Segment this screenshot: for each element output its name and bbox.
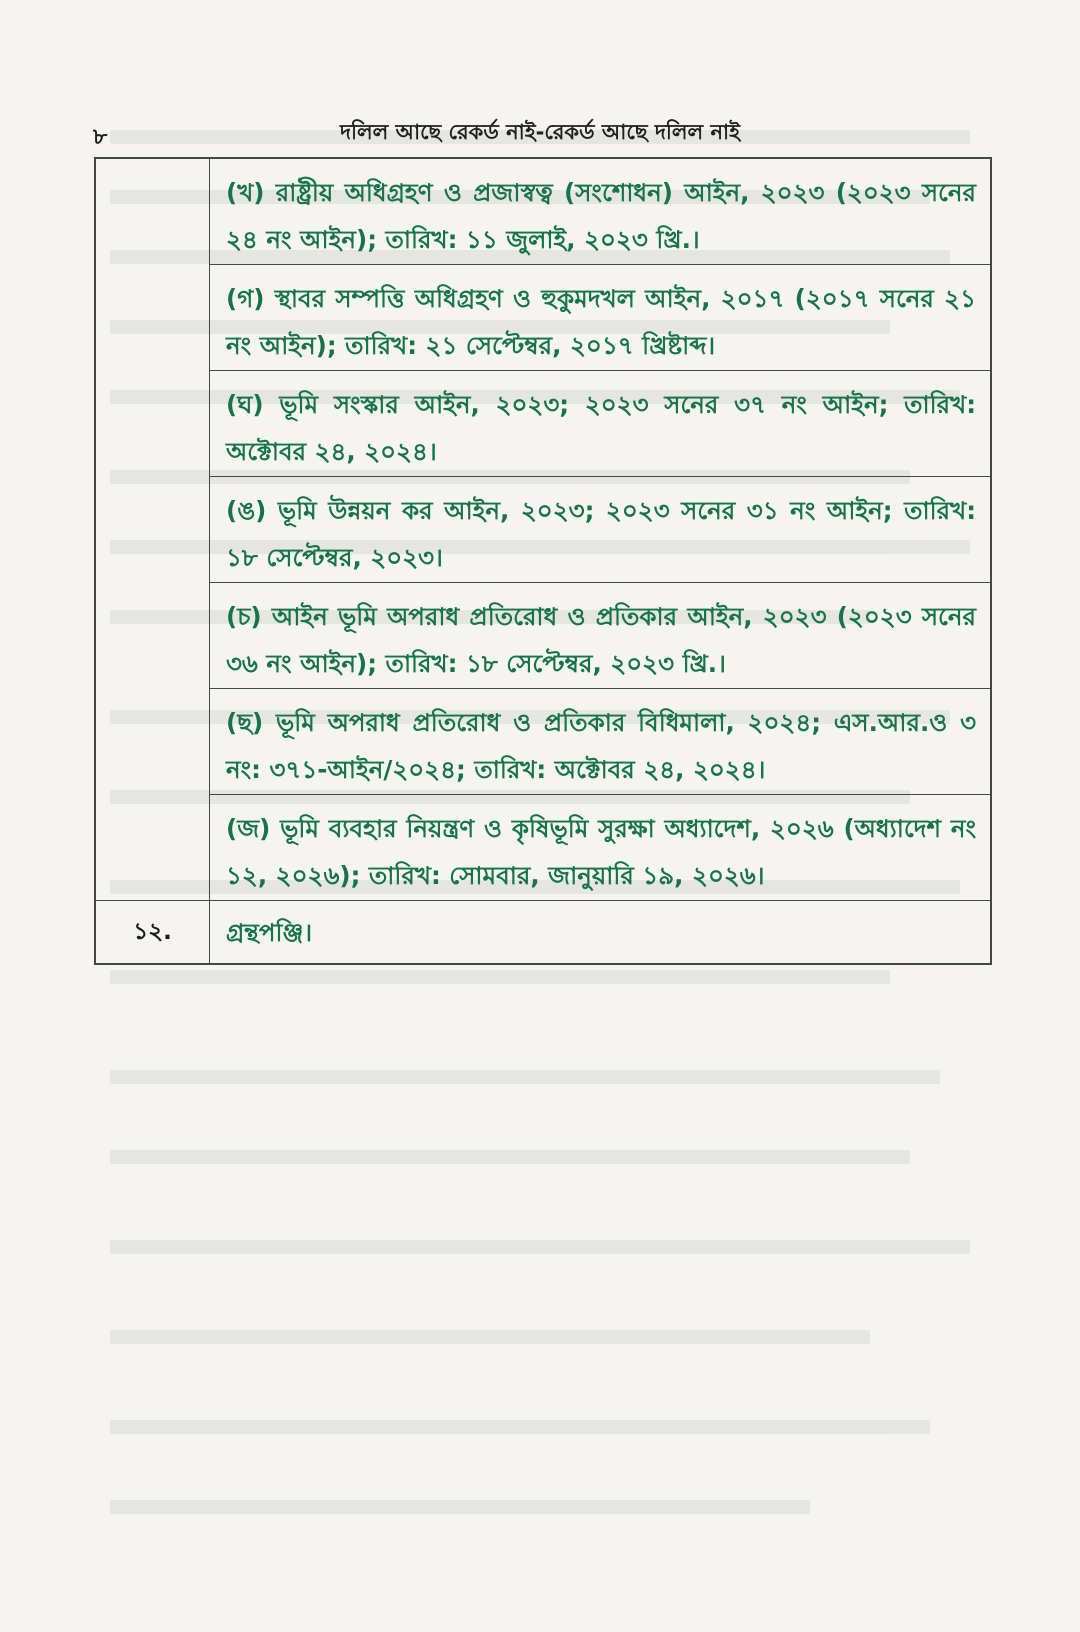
table-row: (চ) আইন ভূমি অপরাধ প্রতিরোধ ও প্রতিকার আইন, ২০২৩ (২০২৩ সনের ৩৬ নং আইন); তারিখ: ১৮ সেপ্টেম্বর, ২০২৩ খ্রি.। [210, 583, 990, 689]
table-row: (খ) রাষ্ট্রীয় অধিগ্রহণ ও প্রজাস্বত্ব (সংশোধন) আইন, ২০২৩ (২০২৩ সনের ২৪ নং আইন); তারিখ: ১১ জুলাই, ২০২৩ খ্রি.। [210, 159, 990, 265]
table-row: (ঘ) ভূমি সংস্কার আইন, ২০২৩; ২০২৩ সনের ৩৭ নং আইন; তারিখ: অক্টোবর ২৪, ২০২৪। [210, 371, 990, 477]
law-list-table [94, 157, 992, 965]
serial-number-cell: ১২. [96, 901, 210, 963]
table-row: (ঙ) ভূমি উন্নয়ন কর আইন, ২০২৩; ২০২৩ সনের ৩১ নং আইন; তারিখ: ১৮ সেপ্টেম্বর, ২০২৩। [210, 477, 990, 583]
page-number: ৮ [93, 125, 108, 150]
table-row: (জ) ভূমি ব্যবহার নিয়ন্ত্রণ ও কৃষিভূমি সুরক্ষা অধ্যাদেশ, ২০২৬ (অধ্যাদেশ নং ১২, ২০২৬); তারিখ: সোমবার, জানুয়ারি ১৯, ২০২৬। [210, 795, 990, 901]
bibliography-row: গ্রন্থপঞ্জি। [226, 917, 313, 947]
table-row: (গ) স্থাবর সম্পত্তি অধিগ্রহণ ও হুকুমদখল আইন, ২০১৭ (২০১৭ সনের ২১ নং আইন); তারিখ: ২১ সেপ্টেম্বর, ২০১৭ খ্রিষ্টাব্দ। [210, 265, 990, 371]
running-header-title: দলিল আছে রেকর্ড নাই-রেকর্ড আছে দলিল নাই [339, 120, 741, 144]
serial-number-cell-empty [96, 159, 210, 901]
table-row: (ছ) ভূমি অপরাধ প্রতিরোধ ও প্রতিকার বিধিমালা, ২০২৪; এস.আর.ও ৩ নং: ৩৭১-আইন/২০২৪; তারিখ: অক্টোবর ২৪, ২০২৪। [210, 689, 990, 795]
